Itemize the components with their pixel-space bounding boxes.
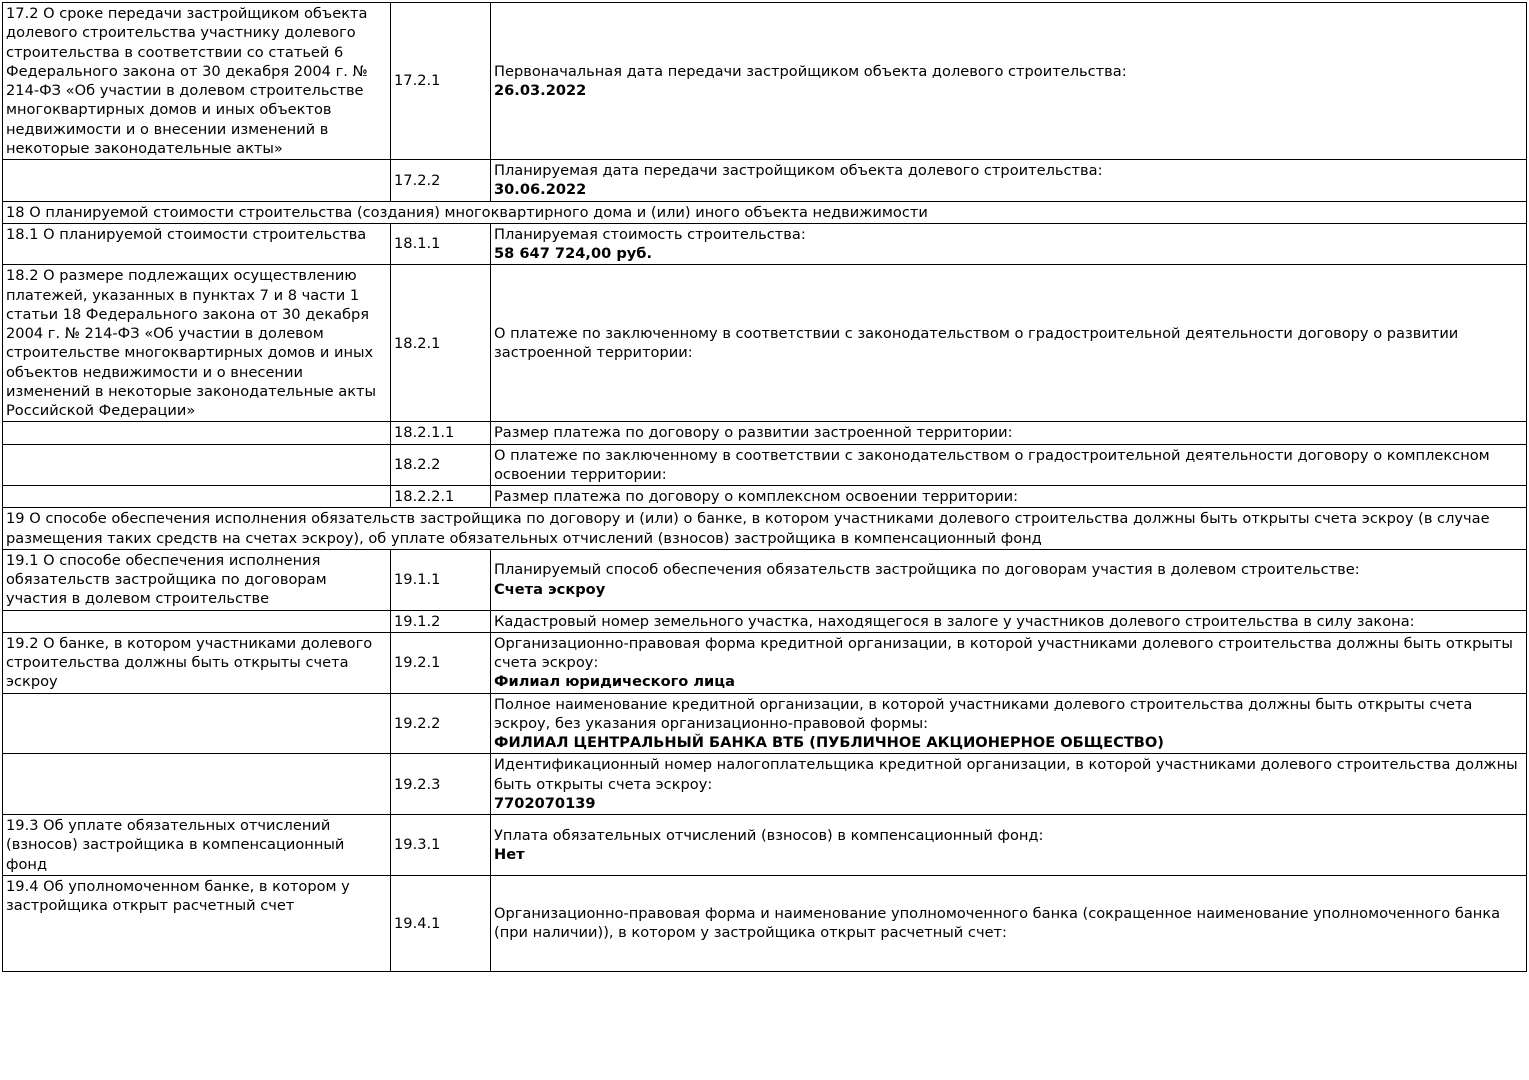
content-cell [491,875,1527,971]
table-row [3,693,1527,754]
field-label: Размер платежа по договору о комплексном освоении территории: [494,488,1019,505]
section-cell: 19.1 О способе обеспечения исполнения обязательств застройщика по договорам участия в долевом строительстве [3,549,391,610]
content-cell [491,265,1527,422]
item-number-cell: 19.2.3 [391,754,491,815]
field-value: Счета эскроу [494,580,606,598]
field-label: Уплата обязательных отчислений (взносов) в компенсационный фонд: [494,826,1044,844]
section-header-row [3,508,1527,550]
section-header-18: 18 О планируемой стоимости строительства (создания) многоквартирного дома и (или) иного объекта недвижимости [3,201,1527,223]
section-cell [3,160,391,202]
content-cell [491,549,1527,610]
section-cell [3,486,391,508]
field-label: Кадастровый номер земельного участка, находящегося в залоге у участников долевого строительства в силу закона: [494,612,1415,630]
field-label: Организационно-правовая форма и наименование уполномоченного банка (сокращенное наименование уполномоченного банка (при наличии)), в котором у застройщика открыт расчетный счет: [494,905,1501,942]
field-value: ФИЛИАЛ ЦЕНТРАЛЬНЫЙ БАНКА ВТБ (ПУБЛИЧНОЕ АКЦИОНЕРНОЕ ОБЩЕСТВО) [494,734,1164,751]
table-row [3,815,1527,876]
table-row [3,223,1527,265]
table-row [3,754,1527,815]
item-number-cell: 18.1.1 [391,223,491,265]
section-cell: 17.2 О сроке передачи застройщиком объекта долевого строительства участнику долевого строительства в соответствии со статьей 6 Федерального закона от 30 декабря 2004 г. № 214-ФЗ «Об участии в долевом строительстве многоквартирных домов и иных объектов недвижимости и о внесении изменений в некоторые законодательные акты» [3,3,391,160]
item-number-cell: 17.2.2 [391,160,491,202]
field-label: Идентификационный номер налогоплательщика кредитной организации, в которой участниками долевого строительства должны быть открыты счета эскроу: [494,756,1518,793]
content-cell [491,610,1527,632]
section-cell: 18.1 О планируемой стоимости строительства [3,223,391,265]
section-cell: 19.3 Об уплате обязательных отчислений (взносов) застройщика в компенсационный фонд [3,815,391,876]
item-number-cell: 19.2.2 [391,693,491,754]
table-row [3,265,1527,422]
table-row [3,160,1527,202]
content-cell [491,754,1527,815]
item-number-cell: 18.2.2 [391,444,491,486]
item-number-cell: 19.3.1 [391,815,491,876]
content-cell [491,3,1527,160]
table-row [3,632,1527,693]
item-number-cell: 18.2.2.1 [391,486,491,508]
section-cell [3,610,391,632]
field-value: 30.06.2022 [494,181,587,199]
table-row [3,486,1527,508]
table-row [3,549,1527,610]
item-number-cell: 17.2.1 [391,3,491,160]
section-cell [3,422,391,444]
field-label: О платеже по заключенному в соответствии с законодательством о градостроительной деятельности договору о комплексном освоении территории: [494,446,1490,483]
field-value: 58 647 724,00 руб. [494,245,653,262]
item-number-cell: 18.2.1 [391,265,491,422]
content-cell [491,223,1527,265]
section-cell: 18.2 О размере подлежащих осуществлению платежей, указанных в пунктах 7 и 8 части 1 статьи 18 Федерального закона от 30 декабря 2004 г. № 214-ФЗ «Об участии в долевом строительстве многоквартирных домов и иных объектов недвижимости и о внесении изменений в некоторые законодательные акты Российской Федерации» [3,265,391,422]
section-cell [3,693,391,754]
section-cell: 19.2 О банке, в котором участниками долевого строительства должны быть открыты счета эскроу [3,632,391,693]
item-number-cell: 19.1.1 [391,549,491,610]
declaration-table [2,2,1527,972]
field-label: Полное наименование кредитной организации, в которой участниками долевого строительства должны быть открыты счета эскроу, без указания организационно-правовой формы: [494,695,1473,732]
table-row [3,444,1527,486]
field-label: Планируемая стоимость строительства: [494,225,806,243]
section-cell: 19.4 Об уполномоченном банке, в котором у застройщика открыт расчетный счет [3,875,391,971]
field-label: Планируемая дата передачи застройщиком объекта долевого строительства: [494,162,1103,179]
item-number-cell: 19.2.1 [391,632,491,693]
section-header-19: 19 О способе обеспечения исполнения обязательств застройщика по договору и (или) о банке, в котором участниками долевого строительства должны быть открыты счета эскроу (в случае размещения таких средств на счетах эскроу), об уплате обязательных отчислений (взносов) застройщика в компенсационный фонд [3,508,1527,550]
field-value: Филиал юридического лица [494,673,735,691]
table-row [3,610,1527,632]
item-number-cell: 18.2.1.1 [391,422,491,444]
section-cell [3,444,391,486]
field-label: Планируемый способ обеспечения обязательств застройщика по договорам участия в долевом строительстве: [494,561,1360,579]
field-label: Размер платежа по договору о развитии застроенной территории: [494,424,1013,442]
field-value: 7702070139 [494,794,596,812]
content-cell [491,444,1527,486]
content-cell [491,693,1527,754]
content-cell [491,815,1527,876]
item-number-cell: 19.1.2 [391,610,491,632]
content-cell [491,160,1527,202]
content-cell [491,486,1527,508]
content-cell [491,632,1527,693]
table-row [3,3,1527,160]
content-cell [491,422,1527,444]
section-header-row [3,201,1527,223]
section-cell [3,754,391,815]
field-value: 26.03.2022 [494,82,587,99]
field-label: Организационно-правовая форма кредитной организации, в которой участниками долевого строительства должны быть открыты счета эскроу: [494,634,1513,671]
table-row [3,422,1527,444]
item-number-cell: 19.4.1 [391,875,491,971]
field-value: Нет [494,845,525,863]
table-row [3,875,1527,971]
field-label: О платеже по заключенному в соответствии с законодательством о градостроительной деятельности договору о развитии застроенной территории: [494,325,1459,362]
field-label: Первоначальная дата передачи застройщиком объекта долевого строительства: [494,62,1127,80]
